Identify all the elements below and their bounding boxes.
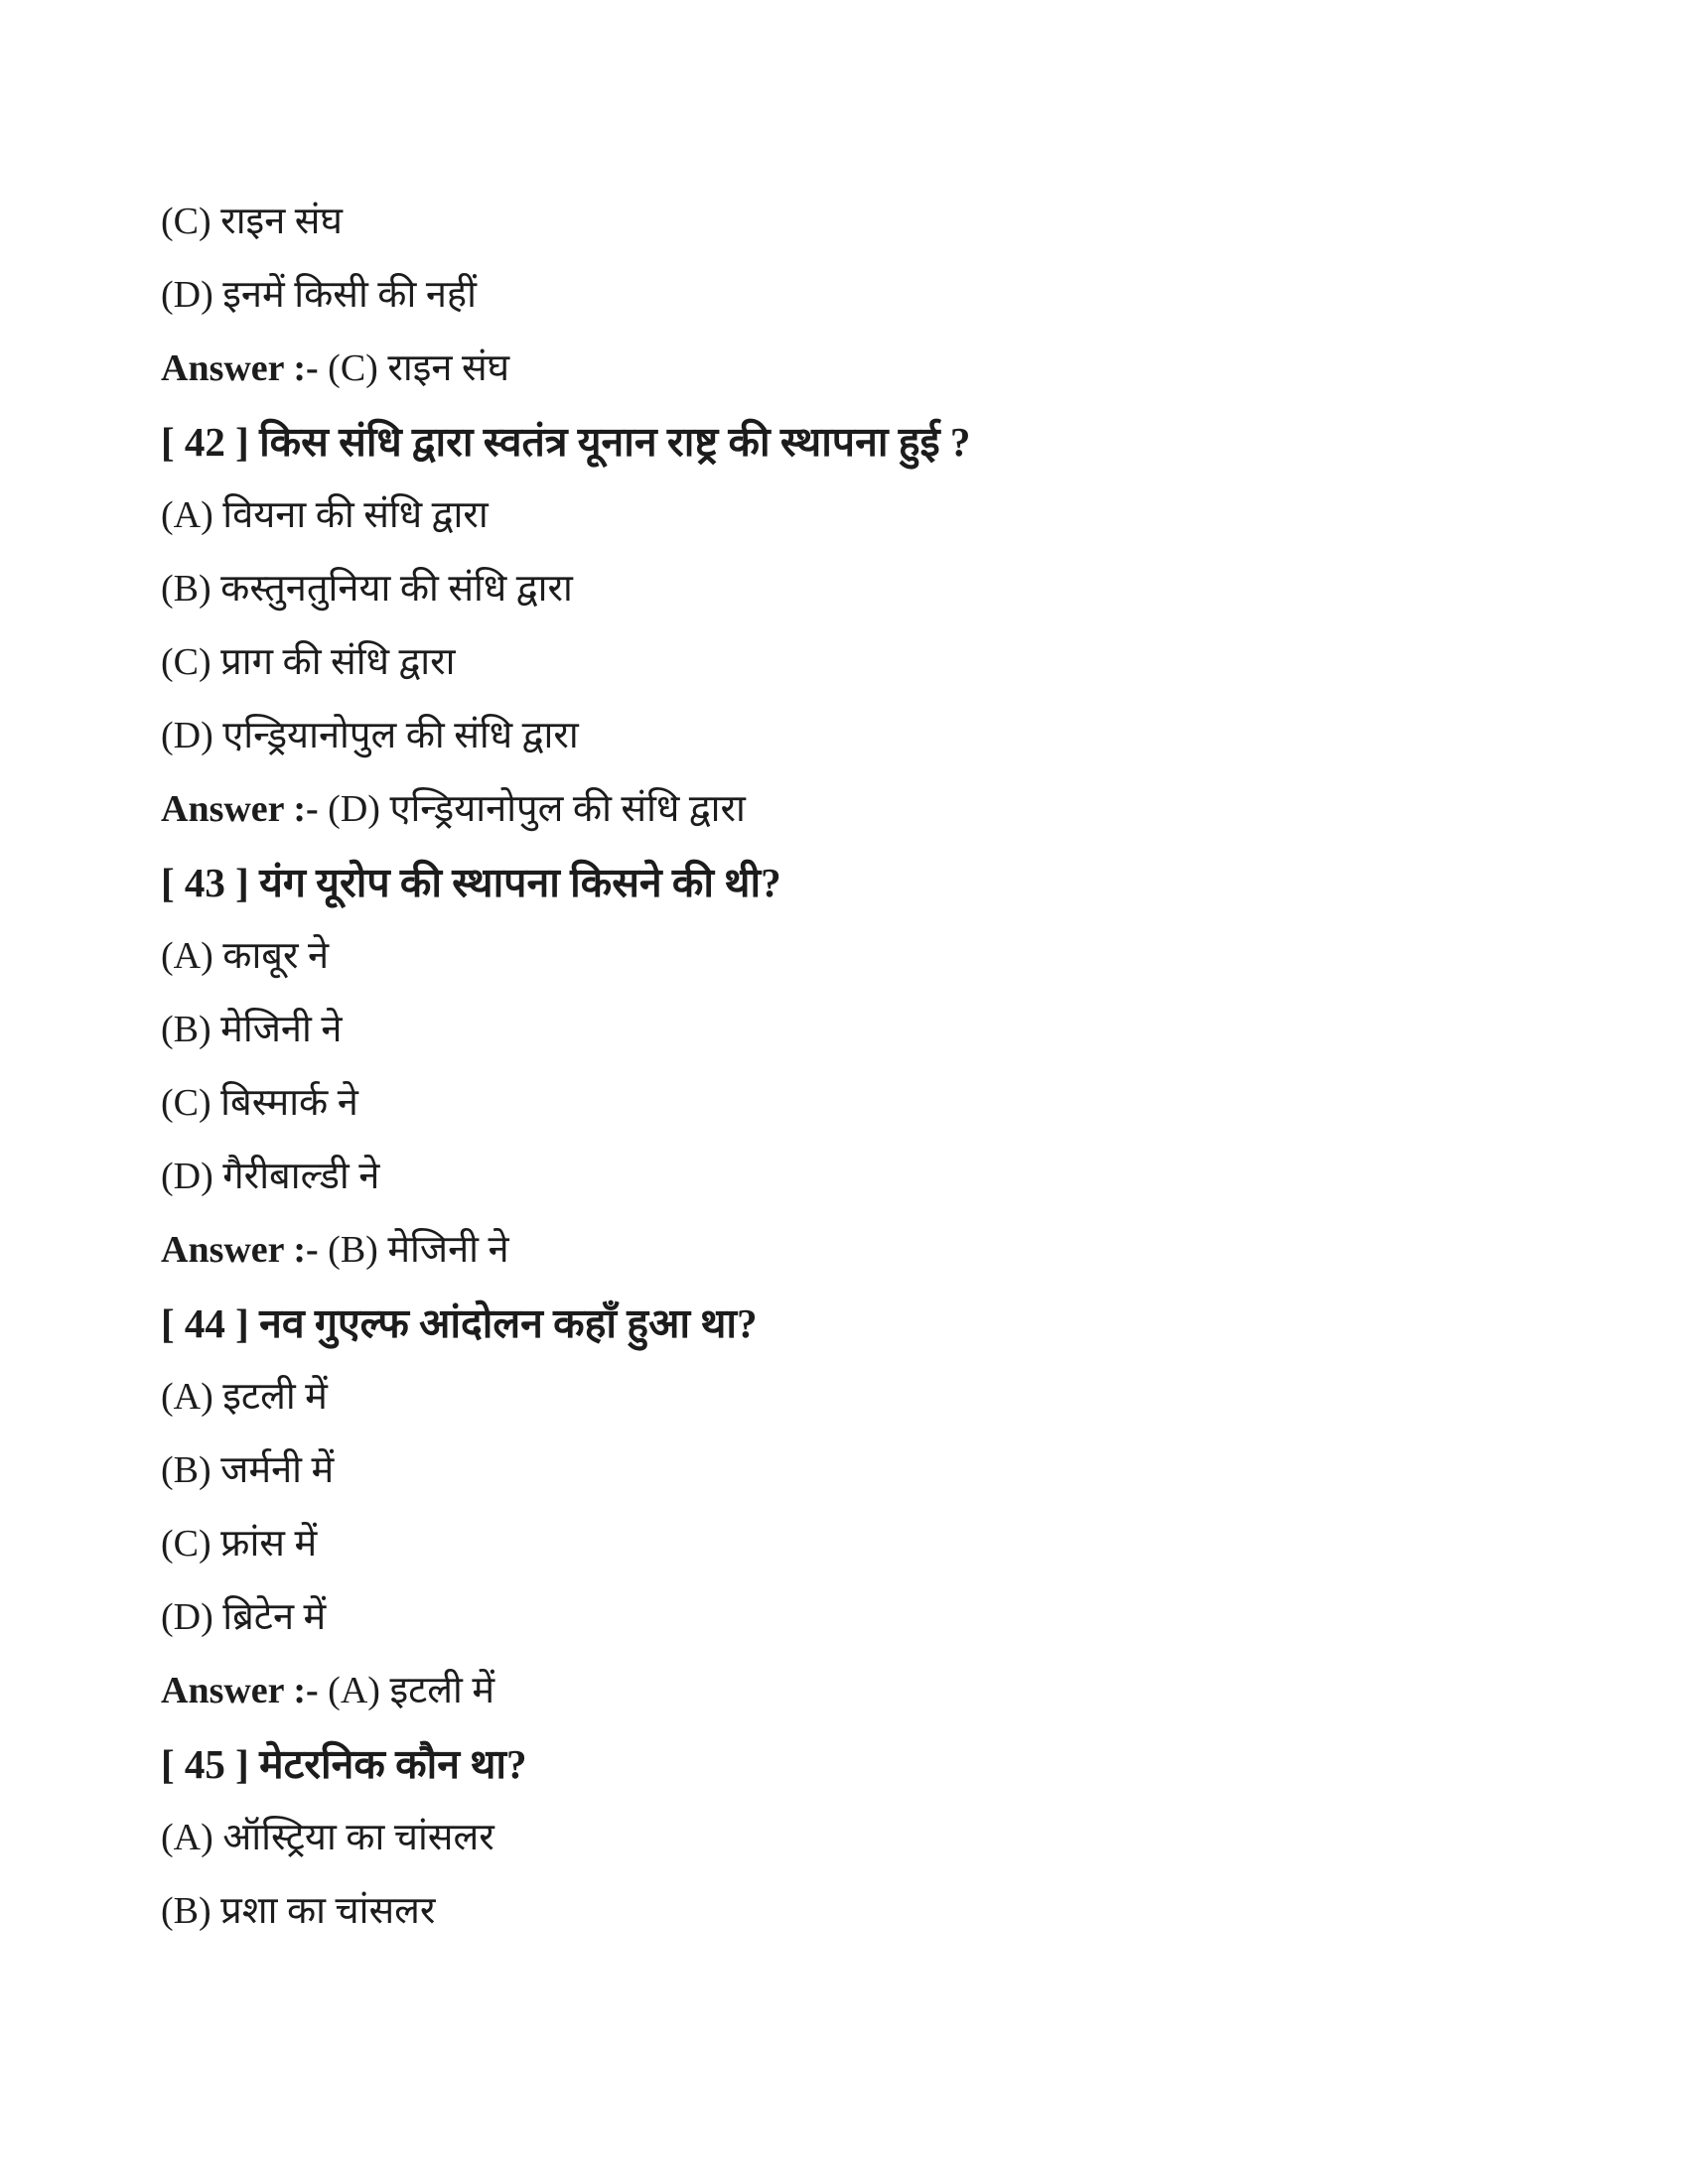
- option-label: (D): [161, 1156, 213, 1197]
- option-label: (A): [161, 494, 213, 536]
- question-text: मेटरनिक कौन था?: [259, 1741, 527, 1787]
- option-line: [161, 993, 1609, 1066]
- answer-label: (A): [328, 1670, 380, 1711]
- option-label: (D): [161, 1596, 213, 1638]
- option-label: (A): [161, 1376, 213, 1418]
- option-label: (A): [161, 935, 213, 977]
- option-line: [161, 919, 1609, 993]
- question-text: किस संधि द्वारा स्वतंत्र यूनान राष्ट्र की स्थापना हुई ?: [259, 419, 971, 465]
- option-line: [161, 1874, 1609, 1948]
- question-number: [ 45 ]: [161, 1741, 249, 1787]
- answer-prefix: Answer :-: [161, 1670, 319, 1711]
- option-line: [161, 1140, 1609, 1213]
- answer-label: (D): [328, 788, 380, 830]
- option-label: (B): [161, 568, 211, 610]
- option-text: जर्मनी में: [220, 1449, 335, 1491]
- option-line: [161, 1433, 1609, 1507]
- option-label: (D): [161, 715, 213, 756]
- answer-prefix: Answer :-: [161, 788, 319, 830]
- option-label: (B): [161, 1009, 211, 1050]
- answer-text: राइन संघ: [387, 347, 510, 389]
- answer-label: (C): [328, 347, 378, 389]
- answer-line: [161, 1654, 1609, 1727]
- option-line: [161, 1801, 1609, 1874]
- answer-text: इटली में: [389, 1670, 495, 1711]
- answer-line: [161, 772, 1609, 846]
- option-label: (D): [161, 274, 213, 316]
- option-text: राइन संघ: [220, 201, 343, 242]
- question-text: यंग यूरोप की स्थापना किसने की थी?: [259, 860, 781, 905]
- answer-line: [161, 1213, 1609, 1287]
- answer-prefix: Answer :-: [161, 1229, 319, 1271]
- option-text: एन्ड्रियानोपुल की संधि द्वारा: [222, 715, 579, 756]
- option-text: प्रशा का चांसलर: [220, 1890, 436, 1932]
- option-text: ऑस्ट्रिया का चांसलर: [222, 1817, 494, 1858]
- option-line: [161, 1066, 1609, 1140]
- option-text: वियना की संधि द्वारा: [222, 494, 489, 536]
- document-body: [161, 185, 1609, 1948]
- option-text: मेजिनी ने: [220, 1009, 343, 1050]
- option-text: फ्रांस में: [220, 1523, 318, 1565]
- option-label: (C): [161, 641, 211, 683]
- option-label: (B): [161, 1890, 211, 1932]
- option-text: काबूर ने: [222, 935, 330, 977]
- answer-prefix: Answer :-: [161, 347, 319, 389]
- option-line: [161, 552, 1609, 625]
- answer-text: मेजिनी ने: [387, 1229, 509, 1271]
- question-title: [161, 1727, 1609, 1801]
- question-title: [161, 405, 1609, 478]
- question-number: [ 42 ]: [161, 419, 249, 465]
- option-text: इटली में: [222, 1376, 328, 1418]
- option-line: [161, 1507, 1609, 1580]
- answer-label: (B): [328, 1229, 378, 1271]
- option-label: (C): [161, 1082, 211, 1124]
- option-line: [161, 1580, 1609, 1654]
- option-text: बिस्मार्क ने: [220, 1082, 358, 1124]
- option-line: [161, 699, 1609, 772]
- option-text: ब्रिटेन में: [222, 1596, 327, 1638]
- question-title: [161, 846, 1609, 919]
- option-text: कस्तुनतुनिया की संधि द्वारा: [220, 568, 573, 610]
- option-line: [161, 478, 1609, 552]
- option-text: इनमें किसी की नहीं: [222, 274, 477, 316]
- option-line: [161, 185, 1609, 258]
- option-line: [161, 1360, 1609, 1433]
- option-text: गैरीबाल्डी ने: [222, 1156, 380, 1197]
- option-label: (C): [161, 1523, 211, 1565]
- option-text: प्राग की संधि द्वारा: [220, 641, 456, 683]
- question-title: [161, 1287, 1609, 1360]
- question-number: [ 43 ]: [161, 860, 249, 905]
- answer-line: [161, 332, 1609, 405]
- option-label: (C): [161, 201, 211, 242]
- answer-text: एन्ड्रियानोपुल की संधि द्वारा: [389, 788, 746, 830]
- question-text: नव गुएल्फ आंदोलन कहाँ हुआ था?: [259, 1300, 758, 1346]
- option-line: [161, 625, 1609, 699]
- option-line: [161, 258, 1609, 332]
- option-label: (A): [161, 1817, 213, 1858]
- question-number: [ 44 ]: [161, 1300, 249, 1346]
- option-label: (B): [161, 1449, 211, 1491]
